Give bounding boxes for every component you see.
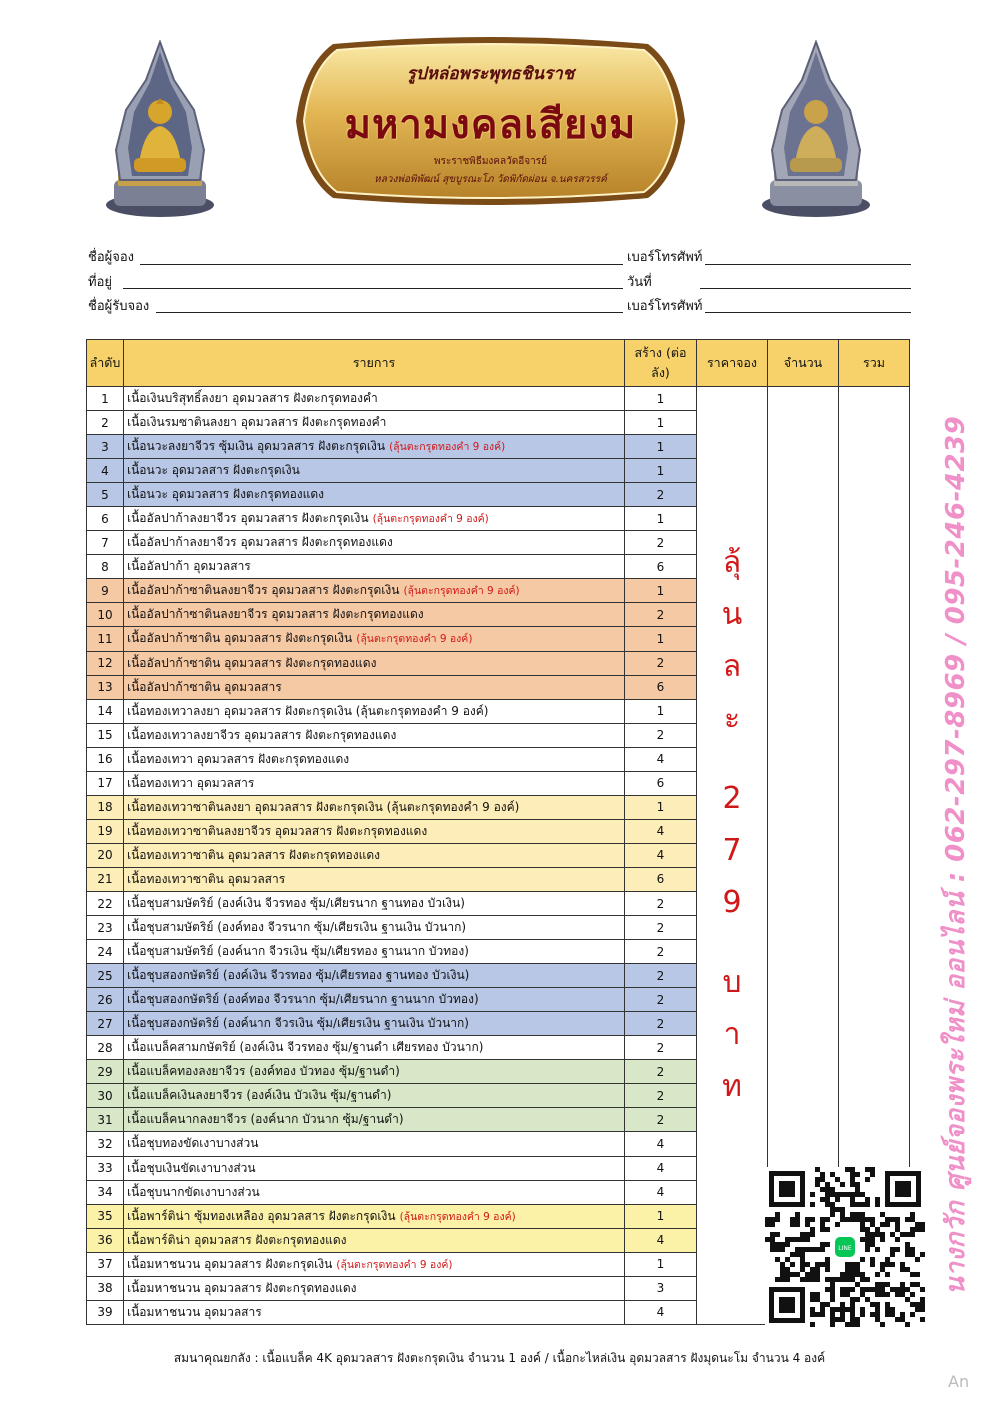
row-built-qty: 2 (625, 1084, 697, 1108)
item-name-text: เนื้อชุบสองกษัตริย์ (องค์เงิน จีวรทอง ซุ้ม/เศียรทอง ฐานทอง บัวเงิน) (127, 968, 470, 983)
price-vertical-text (697, 387, 767, 1113)
row-built-qty: 2 (625, 531, 697, 555)
row-built-qty: 2 (625, 988, 697, 1012)
row-number: 6 (87, 507, 124, 531)
row-built-qty: 2 (625, 483, 697, 507)
row-item-name (124, 916, 625, 940)
row-item-name (124, 1084, 625, 1108)
item-name-text: เนื้อชุบนากขัดเงาบางส่วน (127, 1184, 260, 1199)
row-item-name (124, 675, 625, 699)
row-number: 35 (87, 1204, 124, 1228)
item-name-text: เนื้อมหาชนวน อุดมวลสาร ฝังตะกรุดเงิน (127, 1256, 333, 1271)
row-item-name (124, 603, 625, 627)
row-number: 26 (87, 988, 124, 1012)
item-name-text: เนื้อชุบทองขัดเงาบางส่วน (127, 1136, 259, 1151)
item-name-text: เนื้อนวะลงยาจีวร ซุ้มเงิน อุดมวลสาร ฝังตะกรุดเงิน (127, 439, 386, 454)
row-item-name (124, 940, 625, 964)
row-item-name (124, 459, 625, 483)
row-item-name (124, 1036, 625, 1060)
row-built-qty: 4 (625, 819, 697, 843)
row-built-qty: 2 (625, 940, 697, 964)
row-built-qty: 1 (625, 507, 697, 531)
banner-line-2: หลวงพ่อพิพัฒน์ สุขบูรณะโภ วัดพิกัดผ่อน จ.นครสวรรค์ (374, 174, 607, 185)
row-item-name (124, 819, 625, 843)
row-item-name (124, 723, 625, 747)
row-number: 28 (87, 1036, 124, 1060)
footer-note: สมนาคุณยกลัง : เนื้อแบล็ค 4K อุดมวลสาร ฝังตะกรุดเงิน จำนวน 1 องค์ / เนื้อกะไหล่เงิน อุดมวลสาร ฝังมุดนะโม จำนวน 4 องค์ (173, 1351, 826, 1365)
booker-label: ชื่อผู้จอง (88, 250, 135, 265)
item-name-text: เนื้อนวะ อุดมวลสาร ฝังตะกรุดเงิน (127, 463, 300, 478)
row-number: 30 (87, 1084, 124, 1108)
item-name-text: เนื้อชุบสองกษัตริย์ (องค์นาก จีวรเงิน ซุ้ม/เศียรเงิน ฐานเงิน บัวนาก) (127, 1016, 469, 1031)
row-number: 39 (87, 1300, 124, 1324)
row-number: 17 (87, 771, 124, 795)
price-char: 7 (722, 833, 742, 868)
address-field[interactable] (123, 288, 623, 289)
booker-field[interactable] (140, 264, 623, 265)
row-number: 1 (87, 387, 124, 411)
item-name-text: เนื้อทองเทวาซาตินลงยาจีวร อุดมวลสาร ฝังตะกรุดทองแดง (127, 823, 428, 838)
row-item-name (124, 1276, 625, 1300)
banner-subtitle: รูปหล่อพระพุทธชินราช (406, 64, 575, 84)
row-number: 36 (87, 1228, 124, 1252)
row-built-qty: 1 (625, 699, 697, 723)
row-item-name (124, 411, 625, 435)
row-item-name (124, 867, 625, 891)
price-char: ท (722, 1069, 742, 1104)
row-item-name (124, 795, 625, 819)
date-field[interactable] (700, 288, 911, 289)
item-name-text: เนื้อมหาชนวน อุดมวลสาร (127, 1304, 262, 1319)
row-item-name (124, 483, 625, 507)
row-item-name (124, 964, 625, 988)
row-number: 5 (87, 483, 124, 507)
row-built-qty: 4 (625, 747, 697, 771)
row-item-name (124, 1228, 625, 1252)
row-item-name (124, 1300, 625, 1324)
item-name-text: เนื้ออัลปาก้า อุดมวลสาร (127, 559, 251, 574)
price-char: บ (722, 965, 742, 1000)
row-number: 18 (87, 795, 124, 819)
corner-watermark: An (948, 1372, 970, 1391)
row-item-name (124, 988, 625, 1012)
item-name-text: เนื้อแบล็คเงินลงยาจีวร (องค์เงิน บัวเงิน ซุ้ม/ฐานดำ) (127, 1088, 392, 1103)
receiver-label: ชื่อผู้รับจอง (88, 299, 150, 314)
item-name-text: เนื้อทองเทวาซาติน อุดมวลสาร (127, 871, 286, 886)
row-built-qty: 2 (625, 723, 697, 747)
row-built-qty: 1 (625, 435, 697, 459)
row-built-qty: 1 (625, 1204, 697, 1228)
row-built-qty: 6 (625, 555, 697, 579)
row-built-qty: 1 (625, 795, 697, 819)
row-number: 31 (87, 1108, 124, 1132)
item-name-text: เนื้อทองเทวา อุดมวลสาร (127, 775, 255, 790)
row-built-qty: 2 (625, 1012, 697, 1036)
item-note: (ลุ้นตะกรุดทองคำ 9 องค์) (403, 585, 520, 598)
qr-code[interactable] (765, 1167, 925, 1327)
row-number: 27 (87, 1012, 124, 1036)
row-item-name (124, 1252, 625, 1276)
row-item-name (124, 891, 625, 915)
item-name-text: เนื้อชุบสามษัตริย์ (องค์เงิน จีวรทอง ซุ้ม/เศียรนาก ฐานทอง บัวเงิน) (127, 896, 465, 910)
address-label: ที่อยู่ (88, 275, 112, 290)
row-number: 29 (87, 1060, 124, 1084)
banner-main-title: มหามงคลเสียงม (344, 102, 637, 148)
row-item-name (124, 1060, 625, 1084)
row-number: 37 (87, 1252, 124, 1276)
item-name-text: เนื้ออัลปาก้าซาติน อุดมวลสาร ฝังตะกรุดทองแดง (127, 655, 377, 670)
price-char: 2 (722, 781, 742, 816)
item-name-text: เนื้ออัลปาก้าซาตินลงยาจีวร อุดมวลสาร ฝังตะกรุดทองแดง (127, 607, 424, 622)
row-item-name (124, 555, 625, 579)
row-built-qty: 2 (625, 891, 697, 915)
row-built-qty: 2 (625, 964, 697, 988)
row-number: 33 (87, 1156, 124, 1180)
item-name-text: เนื้อชุบสามษัตริย์ (องค์ทอง จีวรนาก ซุ้ม/เศียรเงิน ฐานเงิน บัวนาก) (127, 920, 467, 935)
row-built-qty: 1 (625, 411, 697, 435)
item-name-text: เนื้อแบล็คนากลงยาจีวร (องค์นาก บัวนาก ซุ้ม/ฐานดำ) (127, 1112, 404, 1127)
row-number: 12 (87, 651, 124, 675)
phone-label-2: เบอร์โทรศัพท์ (627, 299, 703, 314)
row-number: 11 (87, 627, 124, 651)
phone-label-1: เบอร์โทรศัพท์ (627, 250, 703, 265)
row-item-name (124, 579, 625, 603)
row-number: 7 (87, 531, 124, 555)
row-built-qty: 6 (625, 771, 697, 795)
row-built-qty: 6 (625, 675, 697, 699)
row-number: 22 (87, 891, 124, 915)
header-item: รายการ (124, 340, 625, 387)
header-built: สร้าง (ต่อ ลัง) (625, 340, 697, 387)
row-item-name (124, 1204, 625, 1228)
item-name-text: เนื้อเงินบริสุทธิ์ลงยา อุดมวลสาร ฝังตะกรุดทองคำ (127, 391, 378, 406)
row-number: 24 (87, 940, 124, 964)
row-built-qty: 2 (625, 603, 697, 627)
row-number: 19 (87, 819, 124, 843)
row-number: 13 (87, 675, 124, 699)
item-name-text: เนื้อทองเทวา อุดมวลสาร ฝังตะกรุดทองแดง (127, 751, 350, 766)
item-name-text: เนื้อมหาชนวน อุดมวลสาร ฝังตะกรุดทองแดง (127, 1280, 357, 1295)
row-built-qty: 1 (625, 627, 697, 651)
item-note: (ลุ้นตะกรุดทองคำ 9 องค์) (336, 1258, 453, 1271)
item-name-text: เนื้อนวะ อุดมวลสาร ฝังตะกรุดทองแดง (127, 487, 325, 502)
row-item-name (124, 699, 625, 723)
row-item-name (124, 627, 625, 651)
row-item-name (124, 1132, 625, 1156)
banner-line-1: พระราชพิธีมงคลวัดอีจารย์ (434, 156, 547, 167)
row-number: 10 (87, 603, 124, 627)
item-name-text: เนื้อพาร์ติน่า อุดมวลสาร ฝังตะกรุดทองแดง (127, 1232, 347, 1247)
row-built-qty: 2 (625, 651, 697, 675)
item-name-text: เนื้ออัลปาก้าซาตินลงยาจีวร อุดมวลสาร ฝังตะกรุดเงิน (127, 583, 400, 598)
item-note: (ลุ้นตะกรุดทองคำ 9 องค์) (356, 633, 473, 646)
row-number: 3 (87, 435, 124, 459)
item-name-text: เนื้ออัลปาก้าซาติน อุดมวลสาร ฝังตะกรุดเงิน (127, 631, 353, 646)
row-number: 4 (87, 459, 124, 483)
row-built-qty: 4 (625, 843, 697, 867)
row-number: 15 (87, 723, 124, 747)
header-quantity: จำนวน (768, 340, 839, 387)
row-number: 23 (87, 916, 124, 940)
row-built-qty: 2 (625, 916, 697, 940)
row-built-qty: 4 (625, 1132, 697, 1156)
receiver-field[interactable] (156, 312, 623, 313)
side-contact-text: นางกวัก ศูนย์จองพระใหม่ ออนไลน์ : 062-297-8969 / 095-246-4239 (941, 415, 971, 1295)
phone-field-1[interactable] (705, 264, 911, 265)
row-built-qty: 1 (625, 579, 697, 603)
row-item-name (124, 651, 625, 675)
row-item-name (124, 1108, 625, 1132)
item-note: (ลุ้นตะกรุดทองคำ 9 องค์) (389, 441, 506, 454)
row-built-qty: 1 (625, 387, 697, 411)
row-item-name (124, 1156, 625, 1180)
item-name-text: เนื้อชุบสองกษัตริย์ (องค์ทอง จีวรนาก ซุ้ม/เศียรนาก ฐานนาก บัวทอง) (127, 992, 479, 1007)
item-name-text: เนื้อแบล็คทองลงยาจีวร (องค์ทอง บัวทอง ซุ้ม/ฐานดำ) (127, 1064, 400, 1079)
price-char: า (723, 1017, 741, 1052)
qr-code-image (765, 1167, 925, 1327)
item-note: (ลุ้นตะกรุดทองคำ 9 องค์) (372, 513, 489, 526)
row-built-qty: 4 (625, 1180, 697, 1204)
item-name-text: เนื้อทองเทวาลงยา อุดมวลสาร ฝังตะกรุดเงิน (ลุ้นตะกรุดทองคำ 9 องค์) (127, 703, 489, 718)
row-item-name (124, 1012, 625, 1036)
row-built-qty: 4 (625, 1156, 697, 1180)
row-built-qty: 3 (625, 1276, 697, 1300)
row-number: 9 (87, 579, 124, 603)
price-char: ลุ้ (722, 545, 742, 580)
header-total: รวม (839, 340, 910, 387)
row-item-name (124, 771, 625, 795)
row-built-qty: 4 (625, 1228, 697, 1252)
row-number: 32 (87, 1132, 124, 1156)
row-built-qty: 1 (625, 1252, 697, 1276)
row-number: 8 (87, 555, 124, 579)
row-number: 20 (87, 843, 124, 867)
row-item-name (124, 531, 625, 555)
row-number: 34 (87, 1180, 124, 1204)
price-char: ล (722, 649, 742, 684)
table-header-row (87, 340, 910, 387)
price-merged-cell (697, 387, 768, 1325)
header-price: ราคาจอง (697, 340, 768, 387)
row-item-name (124, 1180, 625, 1204)
date-label: วันที่ (627, 275, 652, 290)
item-name-text: เนื้อชุบสามษัตริย์ (องค์นาก จีวรเงิน ซุ้ม/เศียรทอง ฐานนาก บัวทอง) (127, 944, 469, 959)
row-built-qty: 4 (625, 1300, 697, 1324)
row-number: 38 (87, 1276, 124, 1300)
row-item-name (124, 435, 625, 459)
price-char: น (721, 597, 743, 632)
price-char: 9 (722, 885, 742, 920)
item-name-text: เนื้อเงินรมซาตินลงยา อุดมวลสาร ฝังตะกรุดทองคำ (127, 415, 387, 430)
item-name-text: เนื้อพาร์ติน่า ซุ้มทองเหลือง อุดมวลสาร ฝังตะกรุดเงิน (127, 1208, 396, 1223)
row-built-qty: 1 (625, 459, 697, 483)
item-name-text: เนื้อทองเทวาซาติน อุดมวลสาร ฝังตะกรุดทองแดง (127, 847, 380, 862)
row-number: 2 (87, 411, 124, 435)
row-number: 16 (87, 747, 124, 771)
row-item-name (124, 843, 625, 867)
item-name-text: เนื้อชุบเงินขัดเงาบางส่วน (127, 1160, 256, 1175)
row-built-qty: 2 (625, 1108, 697, 1132)
phone-field-2[interactable] (705, 312, 911, 313)
price-char: ะ (723, 701, 741, 736)
buddha-statue-image-left (104, 40, 216, 218)
row-number: 25 (87, 964, 124, 988)
item-name-text: เนื้ออัลปาก้าลงยาจีวร อุดมวลสาร ฝังตะกรุดทองแดง (127, 535, 393, 550)
header-no: ลำดับ (87, 340, 124, 387)
buddha-statue-image-right (760, 40, 872, 218)
row-item-name (124, 747, 625, 771)
row-number: 21 (87, 867, 124, 891)
row-built-qty: 6 (625, 867, 697, 891)
row-item-name (124, 507, 625, 531)
item-name-text: เนื้อแบล็คสามกษัตริย์ (องค์เงิน จีวรทอง ซุ้ม/ฐานดำ เศียรทอง บัวนาก) (127, 1040, 484, 1055)
row-item-name (124, 387, 625, 411)
row-built-qty: 2 (625, 1060, 697, 1084)
item-note: (ลุ้นตะกรุดทองคำ 9 องค์) (399, 1210, 516, 1223)
item-name-text: เนื้ออัลปาก้าลงยาจีวร อุดมวลสาร ฝังตะกรุดเงิน (127, 511, 369, 526)
row-number: 14 (87, 699, 124, 723)
line-icon: LINE (838, 1245, 852, 1252)
item-name-text: เนื้ออัลปาก้าซาติน อุดมวลสาร (127, 679, 282, 694)
table-row (87, 387, 910, 411)
item-name-text: เนื้อทองเทวาลงยาจีวร อุดมวลสาร ฝังตะกรุดทองแดง (127, 727, 397, 742)
item-name-text: เนื้อทองเทวาซาตินลงยา อุดมวลสาร ฝังตะกรุดเงิน (ลุ้นตะกรุดทองคำ 9 องค์) (127, 799, 520, 814)
row-built-qty: 2 (625, 1036, 697, 1060)
